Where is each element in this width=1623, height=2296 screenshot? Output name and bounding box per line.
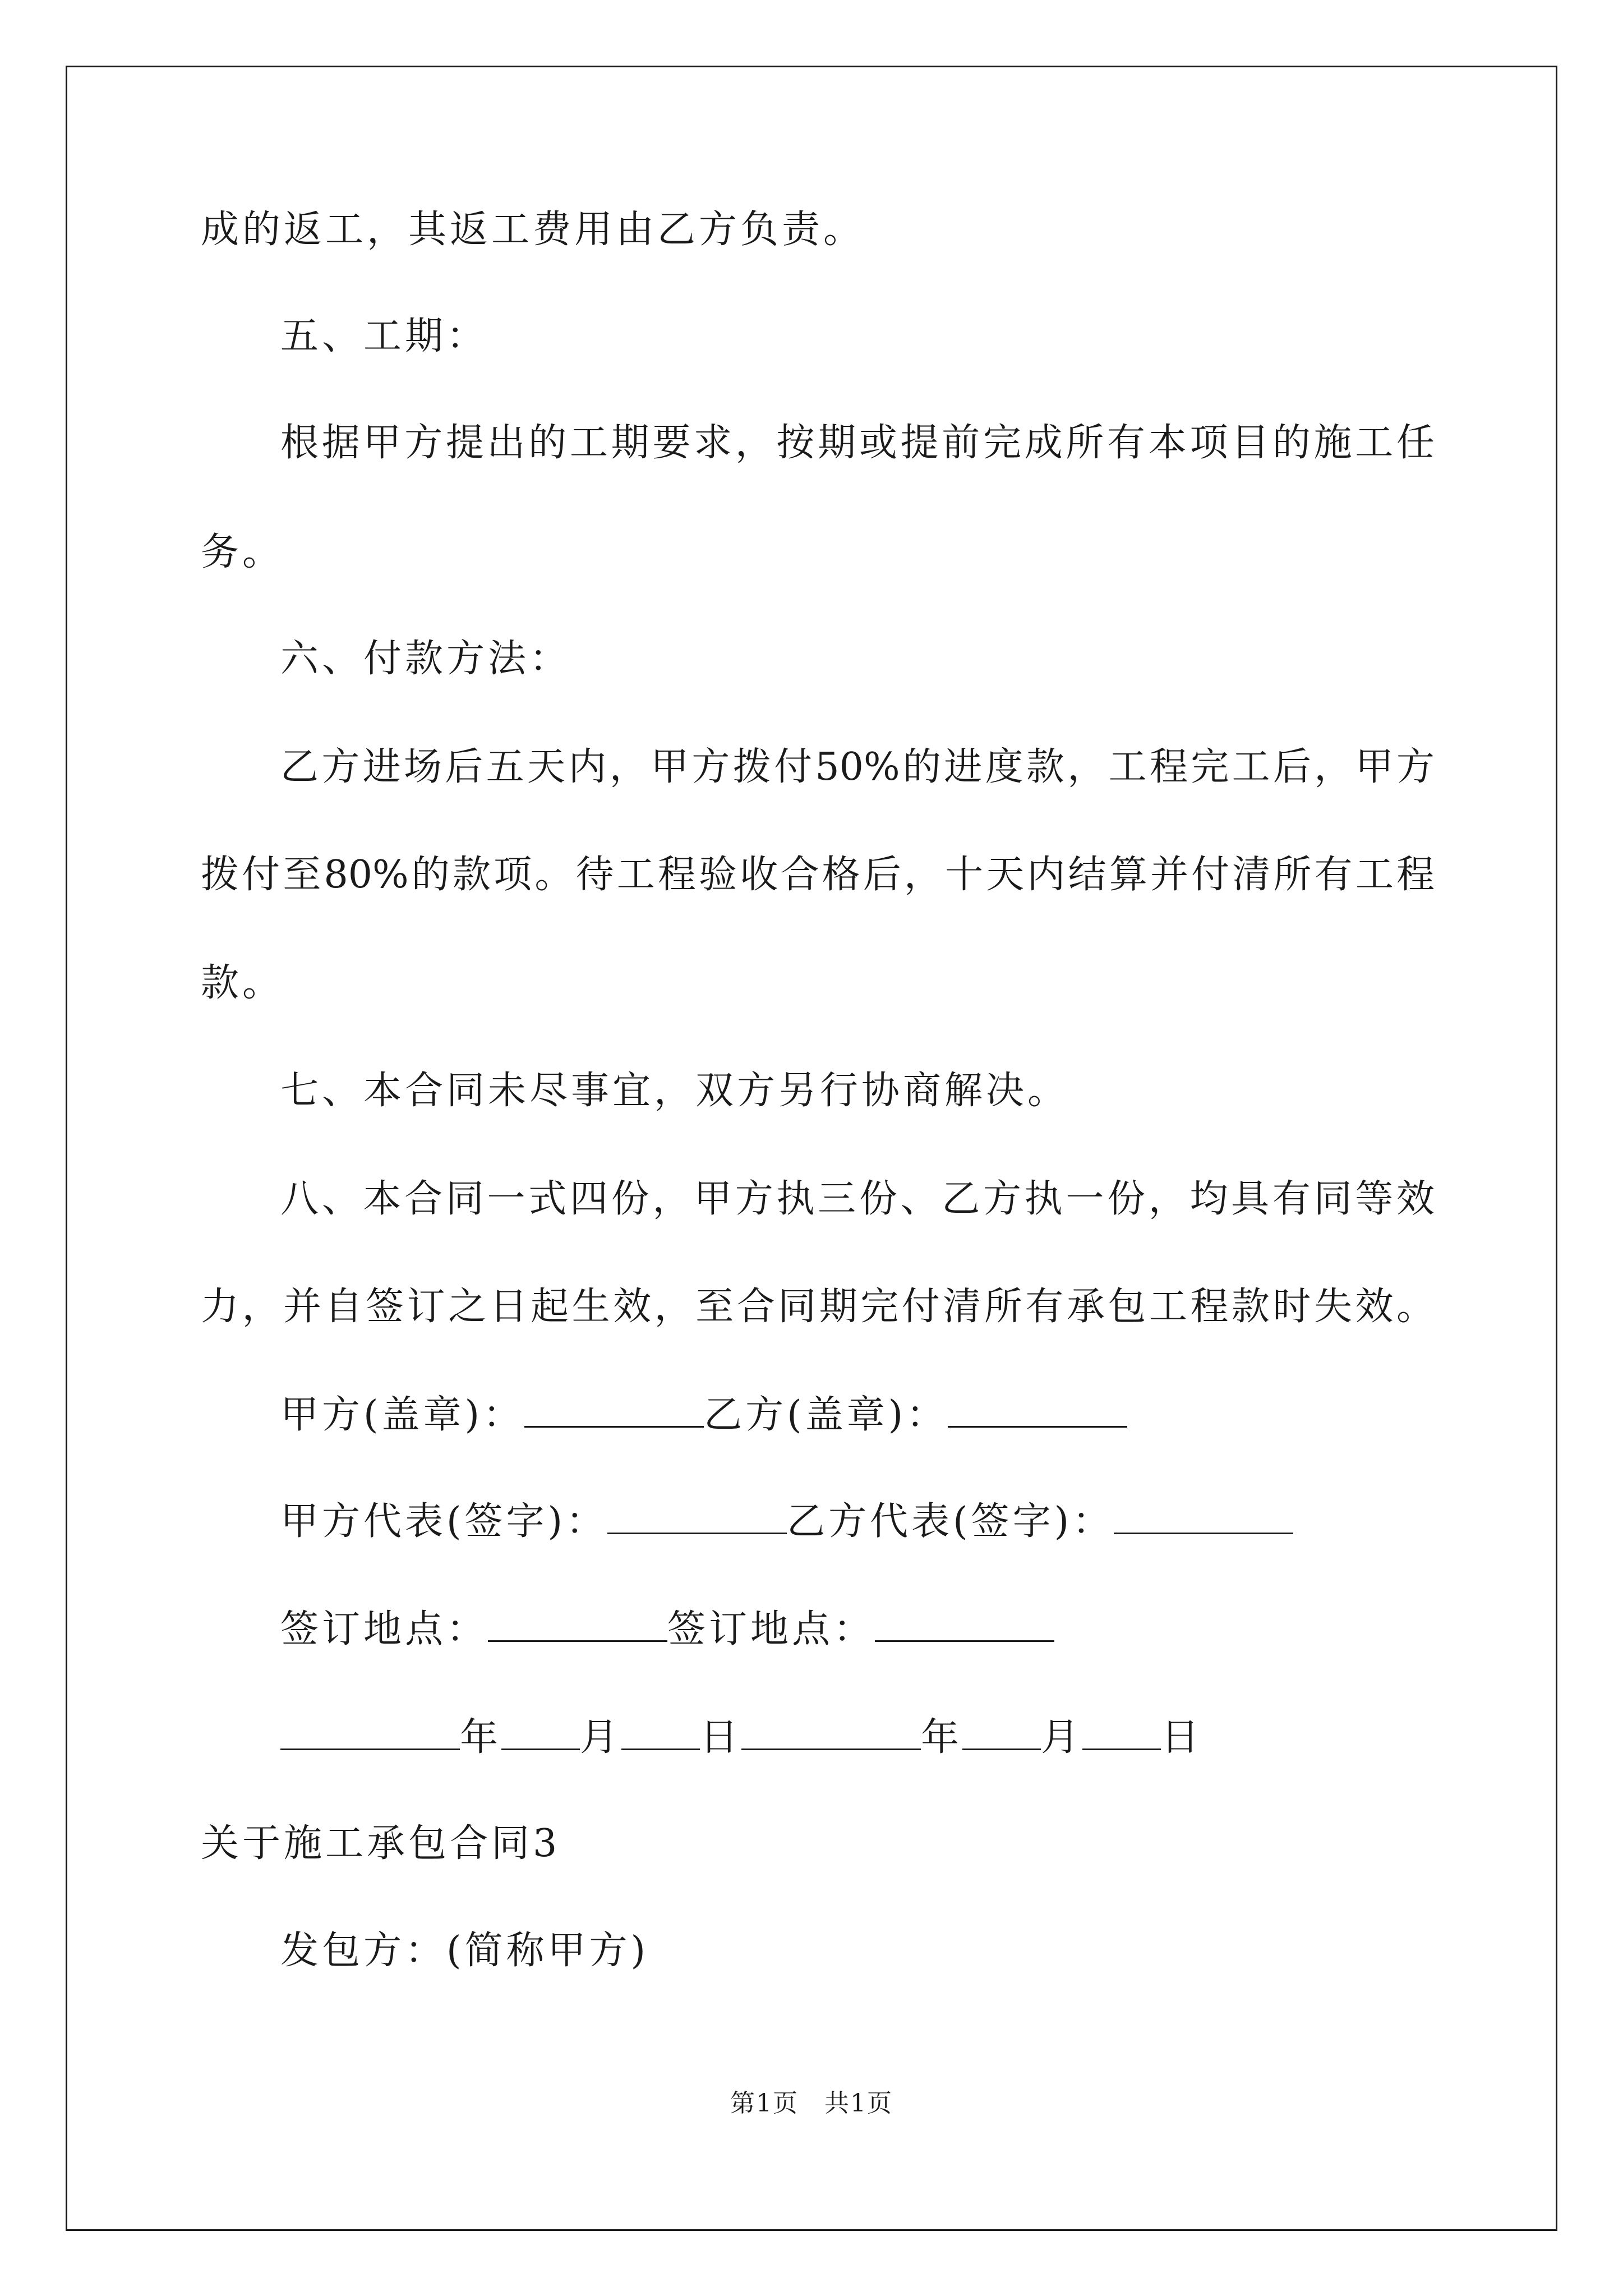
page-border — [66, 66, 1557, 2231]
section-heading-payment: 六、付款方法： — [280, 637, 571, 681]
year-blank-1[interactable] — [280, 1708, 460, 1750]
day-blank-2[interactable] — [1082, 1708, 1161, 1750]
sign-place-label-1: 签订地点： — [280, 1607, 488, 1651]
sign-place-line — [280, 1600, 1054, 1658]
paragraph-line: 拨付至80%的款项。待工程验收合格后，十天内结算并付清所有工程 — [201, 853, 1435, 897]
day-label: 日 — [1161, 1715, 1203, 1760]
month-label: 月 — [580, 1715, 622, 1760]
seal-line — [280, 1386, 1127, 1443]
sign-place-blank-1[interactable] — [488, 1600, 667, 1642]
paragraph-line: 七、本合同未尽事宜，双方另行协商解决。 — [280, 1069, 1069, 1113]
party-a-rep-label: 甲方代表(签字)： — [280, 1499, 608, 1544]
paragraph-line: 八、本合同一式四份，甲方执三份、乙方执一份，均具有同等效 — [280, 1177, 1435, 1221]
party-a-rep-blank[interactable] — [607, 1492, 787, 1534]
year-blank-2[interactable] — [741, 1708, 921, 1750]
year-label: 年 — [921, 1715, 963, 1760]
day-label: 日 — [700, 1715, 742, 1760]
sign-place-label-2: 签订地点： — [667, 1607, 875, 1651]
paragraph-line: 乙方进场后五天内，甲方拨付50%的进度款，工程完工后，甲方 — [280, 745, 1435, 789]
paragraph-line: 力，并自签订之日起生效，至合同期完付清所有承包工程款时失效。 — [201, 1285, 1435, 1329]
paragraph-line: 根据甲方提出的工期要求，按期或提前完成所有本项目的施工任 — [280, 421, 1435, 465]
party-b-rep-blank[interactable] — [1114, 1492, 1293, 1534]
party-b-rep-label: 乙方代表(签字)： — [787, 1499, 1114, 1544]
party-a-seal-label: 甲方(盖章)： — [280, 1393, 525, 1437]
year-label: 年 — [460, 1715, 502, 1760]
date-line — [280, 1708, 1202, 1766]
party-b-seal-label: 乙方(盖章)： — [704, 1393, 948, 1437]
paragraph-line: 款。 — [201, 961, 284, 1005]
section-heading-schedule: 五、工期： — [280, 314, 488, 358]
paragraph-line: 成的返工，其返工费用由乙方负责。 — [201, 208, 865, 252]
month-blank-2[interactable] — [962, 1708, 1041, 1750]
month-label: 月 — [1041, 1715, 1083, 1760]
paragraph-line: 务。 — [201, 530, 284, 574]
section-title: 关于施工承包合同3 — [201, 1821, 561, 1866]
sign-place-blank-2[interactable] — [875, 1600, 1054, 1642]
party-b-seal-blank[interactable] — [948, 1386, 1127, 1428]
party-a-seal-blank[interactable] — [524, 1386, 704, 1428]
day-blank-1[interactable] — [621, 1708, 700, 1750]
month-blank-1[interactable] — [501, 1708, 580, 1750]
page-footer: 第1页 共1页 — [730, 2089, 893, 2118]
contractor-line: 发包方：(简称甲方) — [280, 1929, 649, 1973]
representative-line — [280, 1492, 1293, 1550]
